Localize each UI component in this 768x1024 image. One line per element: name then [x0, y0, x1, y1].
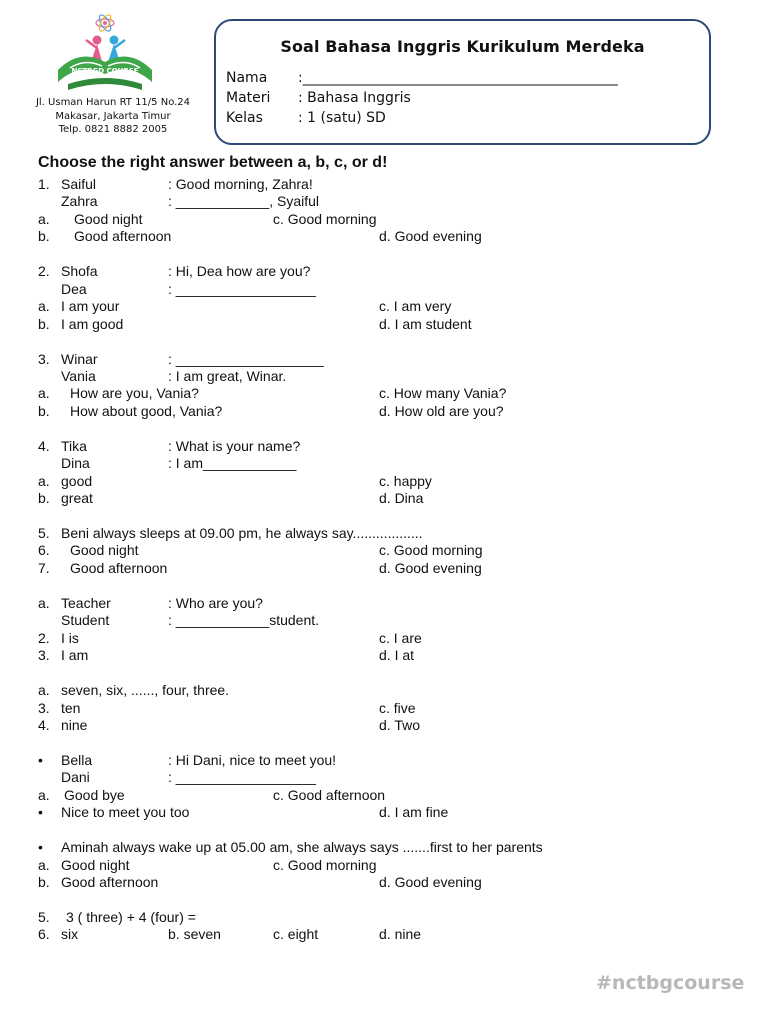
- item-marker: a.: [38, 472, 50, 489]
- subject-value: : Bahasa Inggris: [298, 90, 411, 106]
- question-line: [0, 211, 768, 228]
- line-text: I am your: [61, 298, 120, 315]
- question-line: [0, 595, 768, 612]
- instruction-heading: Choose the right answer between a, b, c, or d!: [38, 154, 388, 171]
- phone-line: Telp. 0821 8882 2005: [58, 124, 168, 135]
- address-line: Jl. Usman Harun RT 11/5 No.24: [35, 97, 191, 108]
- line-text: Vania: [61, 367, 96, 384]
- line-text: d. nine: [379, 926, 422, 943]
- line-text: : What is your name?: [168, 437, 301, 454]
- question-line: [0, 874, 768, 891]
- question-line: [0, 560, 768, 577]
- class-value: : 1 (satu) SD: [298, 110, 386, 126]
- question-line: [0, 525, 768, 542]
- question-line: [0, 909, 768, 926]
- watermark: #nctbgcourse: [596, 972, 745, 994]
- line-text: c. Good morning: [273, 856, 377, 873]
- line-text: d. I am fine: [379, 804, 449, 821]
- question-line: [0, 176, 768, 193]
- line-text: great: [61, 490, 93, 507]
- item-marker: 2.: [38, 629, 50, 646]
- line-text: Nice to meet you too: [61, 804, 190, 821]
- line-text: Bella: [61, 751, 93, 768]
- item-marker: •: [38, 839, 43, 856]
- line-text: Aminah always wake up at 05.00 am, she always says .......first to her parents: [61, 839, 543, 856]
- line-text: : Good morning, Zahra!: [168, 176, 313, 192]
- line-text: c. happy: [379, 472, 432, 489]
- item-marker: 5.: [38, 525, 50, 541]
- line-text: Beni always sleeps at 09.00 pm, he always say..................: [61, 525, 423, 541]
- line-text: Good afternoon: [70, 559, 168, 576]
- question-line: [0, 473, 768, 490]
- line-text: d. Good evening: [379, 559, 482, 576]
- line-text: c. I are: [379, 629, 422, 646]
- item-marker: b.: [38, 874, 50, 890]
- item-marker: 6.: [38, 926, 50, 943]
- question-line: [0, 351, 768, 368]
- line-text: : Who are you?: [168, 594, 263, 611]
- line-text: c. Good afternoon: [273, 786, 386, 803]
- line-text: Good afternoon: [61, 874, 159, 890]
- item-marker: 2.: [38, 263, 50, 280]
- line-text: nine: [61, 716, 88, 733]
- question-line: [0, 455, 768, 472]
- line-text: I is: [61, 629, 79, 646]
- line-text: Good night: [61, 856, 130, 873]
- question-line: [0, 316, 768, 333]
- line-text: How are you, Vania?: [70, 385, 199, 402]
- item-marker: 3.: [38, 647, 50, 664]
- line-text: I am: [61, 647, 89, 664]
- name-field[interactable]: :_____________________________________________: [298, 70, 618, 86]
- question-line: [0, 630, 768, 647]
- question-line: [0, 281, 768, 298]
- svg-text:NCTBGD COURSE: NCTBGD COURSE: [71, 67, 139, 75]
- line-text: Dani: [61, 769, 90, 786]
- line-text: c. five: [379, 699, 416, 716]
- address-line: Makasar, Jakarta Timur: [55, 110, 171, 122]
- item-marker: 7.: [38, 559, 50, 576]
- line-text: Teacher: [61, 594, 111, 611]
- question-line: [0, 490, 768, 507]
- item-marker: 3.: [38, 350, 50, 367]
- question-line: [0, 612, 768, 629]
- line-text: : __________________: [168, 769, 316, 786]
- item-marker: a.: [38, 786, 50, 803]
- line-text: I am good: [61, 315, 124, 332]
- item-marker: b.: [38, 402, 50, 419]
- item-marker: 4.: [38, 437, 50, 454]
- item-marker: 5.: [38, 908, 50, 925]
- line-text: c. How many Vania?: [379, 385, 507, 402]
- item-marker: •: [38, 804, 43, 821]
- line-text: : ____________student.: [168, 612, 320, 629]
- line-text: c. eight: [273, 926, 319, 943]
- question-line: [0, 193, 768, 210]
- line-text: d. Good evening: [379, 874, 482, 890]
- line-text: ten: [61, 699, 81, 716]
- line-text: : I am____________: [168, 455, 297, 472]
- item-marker: a.: [38, 594, 50, 611]
- question-line: [0, 700, 768, 717]
- line-text: : __________________: [168, 280, 316, 297]
- item-marker: a.: [38, 385, 50, 402]
- line-text: Zahra: [61, 193, 98, 210]
- line-text: c. I am very: [379, 298, 452, 315]
- question-line: [0, 298, 768, 315]
- worksheet-header: [214, 19, 711, 145]
- school-address: [30, 96, 196, 137]
- question-line: [0, 839, 768, 856]
- line-text: d. Two: [379, 716, 420, 733]
- line-text: 3 ( three) + 4 (four) =: [66, 908, 196, 925]
- line-text: c. Good morning: [379, 542, 483, 559]
- question-line: [0, 926, 768, 943]
- item-marker: b.: [38, 490, 50, 507]
- line-text: seven, six, ......, four, three.: [61, 682, 230, 699]
- question-line: [0, 263, 768, 280]
- line-text: d. I at: [379, 647, 415, 664]
- line-text: good: [61, 472, 93, 489]
- question-line: [0, 682, 768, 699]
- line-text: : Hi Dani, nice to meet you!: [168, 751, 337, 768]
- line-text: Shofa: [61, 263, 98, 280]
- question-line: [0, 804, 768, 821]
- item-marker: a.: [38, 856, 50, 873]
- question-line: [0, 769, 768, 786]
- question-line: [0, 542, 768, 559]
- line-text: : ___________________: [168, 350, 324, 367]
- question-line: [0, 403, 768, 420]
- question-line: [0, 787, 768, 804]
- line-text: Saiful: [61, 176, 97, 192]
- question-line: [0, 228, 768, 245]
- item-marker: 4.: [38, 716, 50, 733]
- line-text: Good bye: [64, 786, 125, 803]
- item-marker: a.: [38, 682, 50, 699]
- item-marker: •: [38, 751, 43, 768]
- line-text: : ____________, Syaiful: [168, 193, 320, 210]
- line-text: c. Good morning: [273, 210, 377, 227]
- item-marker: 3.: [38, 699, 50, 716]
- line-text: : Hi, Dea how are you?: [168, 263, 311, 280]
- class-label: Kelas: [226, 110, 263, 126]
- line-text: Good night: [74, 210, 143, 227]
- question-line: [0, 368, 768, 385]
- item-marker: b.: [38, 315, 50, 332]
- line-text: How about good, Vania?: [70, 402, 223, 419]
- line-text: Dea: [61, 280, 87, 297]
- line-text: Dina: [61, 455, 90, 472]
- line-text: Student: [61, 612, 110, 629]
- item-marker: a.: [38, 298, 50, 315]
- line-text: Winar: [61, 350, 98, 367]
- item-marker: 1.: [38, 176, 50, 192]
- question-line: [0, 717, 768, 734]
- line-text: Tika: [61, 437, 87, 454]
- line-text: Good night: [70, 542, 139, 559]
- question-line: [0, 438, 768, 455]
- question-line: [0, 385, 768, 402]
- line-text: d. How old are you?: [379, 402, 504, 419]
- line-text: d. I am student: [379, 315, 472, 332]
- line-text: b. seven: [168, 926, 221, 943]
- item-marker: a.: [38, 210, 50, 227]
- question-line: [0, 857, 768, 874]
- line-text: Good afternoon: [74, 228, 172, 245]
- item-marker: b.: [38, 228, 50, 245]
- subject-label: Materi: [226, 90, 271, 106]
- question-line: [0, 752, 768, 769]
- line-text: d. Good evening: [379, 228, 482, 245]
- name-label: Nama: [226, 70, 268, 86]
- course-logo: [50, 10, 170, 100]
- question-line: [0, 647, 768, 664]
- line-text: d. Dina: [379, 490, 424, 507]
- worksheet-title: Soal Bahasa Inggris Kurikulum Merdeka: [280, 37, 645, 56]
- line-text: : I am great, Winar.: [168, 367, 287, 384]
- line-text: six: [61, 926, 79, 943]
- item-marker: 6.: [38, 542, 50, 559]
